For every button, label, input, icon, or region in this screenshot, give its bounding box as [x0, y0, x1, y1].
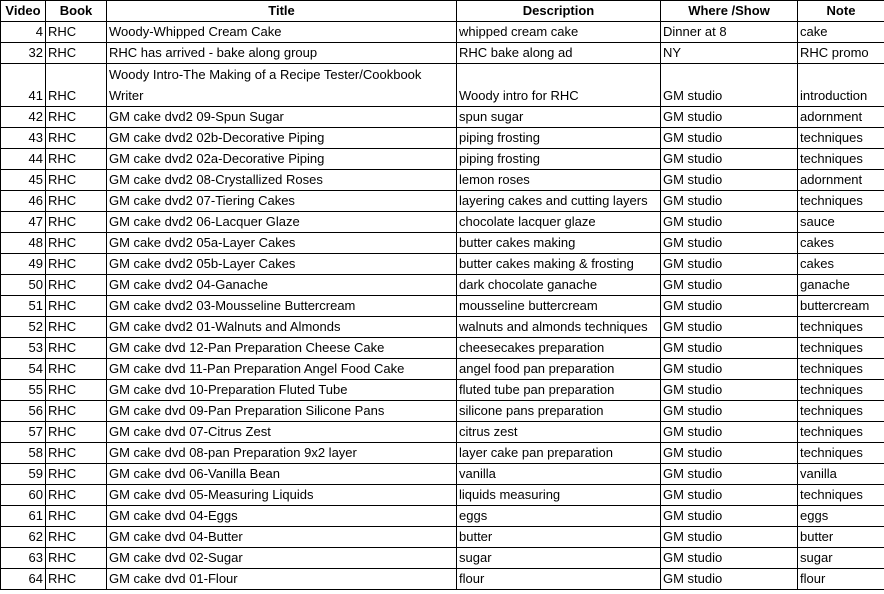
cell-note: cakes — [798, 233, 884, 254]
cell-book: RHC — [46, 485, 107, 506]
cell-note: RHC promo — [798, 43, 884, 64]
cell-note: techniques — [798, 380, 884, 401]
table-row — [1, 275, 884, 296]
table-row — [1, 569, 884, 590]
cell-description: piping frosting — [457, 149, 661, 170]
cell-book: RHC — [46, 338, 107, 359]
cell-description: Woody intro for RHC — [457, 64, 661, 107]
cell-description: eggs — [457, 506, 661, 527]
cell-description: piping frosting — [457, 128, 661, 149]
cell-description: liquids measuring — [457, 485, 661, 506]
cell-where-show: GM studio — [661, 170, 798, 191]
cell-video: 4 — [1, 22, 46, 43]
cell-where-show: GM studio — [661, 548, 798, 569]
cell-where-show: GM studio — [661, 64, 798, 107]
cell-note: butter — [798, 527, 884, 548]
cell-where-show: NY — [661, 43, 798, 64]
table-row — [1, 401, 884, 422]
cell-description: angel food pan preparation — [457, 359, 661, 380]
cell-video: 52 — [1, 317, 46, 338]
cell-note: cakes — [798, 254, 884, 275]
cell-video: 61 — [1, 506, 46, 527]
cell-note: adornment — [798, 170, 884, 191]
cell-title: GM cake dvd 06-Vanilla Bean — [107, 464, 457, 485]
cell-book: RHC — [46, 296, 107, 317]
cell-title: GM cake dvd 01-Flour — [107, 569, 457, 590]
cell-book: RHC — [46, 443, 107, 464]
cell-title: GM cake dvd2 05b-Layer Cakes — [107, 254, 457, 275]
table-row — [1, 107, 884, 128]
cell-video: 55 — [1, 380, 46, 401]
cell-book: RHC — [46, 212, 107, 233]
cell-note: techniques — [798, 128, 884, 149]
cell-title: GM cake dvd 12-Pan Preparation Cheese Cake — [107, 338, 457, 359]
table-row — [1, 43, 884, 64]
cell-note: ganache — [798, 275, 884, 296]
cell-description: mousseline buttercream — [457, 296, 661, 317]
cell-where-show: Dinner at 8 — [661, 22, 798, 43]
cell-title: GM cake dvd 09-Pan Preparation Silicone Pans — [107, 401, 457, 422]
cell-video: 62 — [1, 527, 46, 548]
cell-video: 50 — [1, 275, 46, 296]
cell-video: 57 — [1, 422, 46, 443]
cell-book: RHC — [46, 317, 107, 338]
cell-description: RHC bake along ad — [457, 43, 661, 64]
cell-note: techniques — [798, 317, 884, 338]
cell-description: vanilla — [457, 464, 661, 485]
cell-where-show: GM studio — [661, 485, 798, 506]
cell-title: GM cake dvd 11-Pan Preparation Angel Food Cake — [107, 359, 457, 380]
cell-where-show: GM studio — [661, 107, 798, 128]
cell-description: dark chocolate ganache — [457, 275, 661, 296]
cell-book: RHC — [46, 422, 107, 443]
cell-description: butter — [457, 527, 661, 548]
table-row — [1, 317, 884, 338]
cell-description: whipped cream cake — [457, 22, 661, 43]
cell-note: introduction — [798, 64, 884, 107]
header-note: Note — [798, 1, 884, 22]
table-body — [1, 22, 884, 590]
header-title: Title — [107, 1, 457, 22]
cell-book: RHC — [46, 22, 107, 43]
table-row — [1, 548, 884, 569]
cell-where-show: GM studio — [661, 191, 798, 212]
cell-description: butter cakes making & frosting — [457, 254, 661, 275]
cell-where-show: GM studio — [661, 254, 798, 275]
cell-title: GM cake dvd 02-Sugar — [107, 548, 457, 569]
cell-note: techniques — [798, 485, 884, 506]
cell-where-show: GM studio — [661, 380, 798, 401]
cell-video: 45 — [1, 170, 46, 191]
cell-where-show: GM studio — [661, 506, 798, 527]
cell-video: 48 — [1, 233, 46, 254]
table-row — [1, 212, 884, 233]
cell-title: Woody Intro-The Making of a Recipe Tester/Cookbook Writer — [107, 64, 457, 107]
cell-note: sauce — [798, 212, 884, 233]
table-row — [1, 296, 884, 317]
cell-description: silicone pans preparation — [457, 401, 661, 422]
cell-book: RHC — [46, 170, 107, 191]
table-row — [1, 422, 884, 443]
cell-video: 46 — [1, 191, 46, 212]
table-row — [1, 338, 884, 359]
cell-video: 56 — [1, 401, 46, 422]
cell-note: flour — [798, 569, 884, 590]
cell-video: 47 — [1, 212, 46, 233]
cell-description: walnuts and almonds techniques — [457, 317, 661, 338]
cell-description: cheesecakes preparation — [457, 338, 661, 359]
cell-book: RHC — [46, 548, 107, 569]
cell-video: 63 — [1, 548, 46, 569]
cell-video: 54 — [1, 359, 46, 380]
cell-video: 53 — [1, 338, 46, 359]
cell-where-show: GM studio — [661, 422, 798, 443]
cell-description: chocolate lacquer glaze — [457, 212, 661, 233]
cell-note: techniques — [798, 191, 884, 212]
cell-description: layer cake pan preparation — [457, 443, 661, 464]
cell-video: 60 — [1, 485, 46, 506]
cell-book: RHC — [46, 64, 107, 107]
cell-video: 64 — [1, 569, 46, 590]
cell-title: RHC has arrived - bake along group — [107, 43, 457, 64]
cell-book: RHC — [46, 43, 107, 64]
cell-video: 51 — [1, 296, 46, 317]
cell-title: GM cake dvd 10-Preparation Fluted Tube — [107, 380, 457, 401]
cell-book: RHC — [46, 128, 107, 149]
cell-video: 58 — [1, 443, 46, 464]
cell-title: GM cake dvd 08-pan Preparation 9x2 layer — [107, 443, 457, 464]
cell-video: 41 — [1, 64, 46, 107]
cell-description: fluted tube pan preparation — [457, 380, 661, 401]
cell-where-show: GM studio — [661, 212, 798, 233]
header-book: Book — [46, 1, 107, 22]
cell-title: GM cake dvd 04-Butter — [107, 527, 457, 548]
cell-video: 42 — [1, 107, 46, 128]
cell-book: RHC — [46, 233, 107, 254]
cell-title: GM cake dvd2 02b-Decorative Piping — [107, 128, 457, 149]
table-row — [1, 359, 884, 380]
cell-title: Woody-Whipped Cream Cake — [107, 22, 457, 43]
table-row — [1, 527, 884, 548]
cell-note: techniques — [798, 338, 884, 359]
cell-title: GM cake dvd2 05a-Layer Cakes — [107, 233, 457, 254]
cell-book: RHC — [46, 191, 107, 212]
cell-description: lemon roses — [457, 170, 661, 191]
cell-title: GM cake dvd2 02a-Decorative Piping — [107, 149, 457, 170]
cell-where-show: GM studio — [661, 338, 798, 359]
cell-book: RHC — [46, 401, 107, 422]
cell-title: GM cake dvd2 06-Lacquer Glaze — [107, 212, 457, 233]
cell-book: RHC — [46, 254, 107, 275]
cell-video: 32 — [1, 43, 46, 64]
table-row — [1, 485, 884, 506]
cell-note: techniques — [798, 443, 884, 464]
cell-title: GM cake dvd2 03-Mousseline Buttercream — [107, 296, 457, 317]
header-video: Video — [1, 1, 46, 22]
header-description: Description — [457, 1, 661, 22]
cell-video: 49 — [1, 254, 46, 275]
cell-where-show: GM studio — [661, 317, 798, 338]
cell-title: GM cake dvd2 09-Spun Sugar — [107, 107, 457, 128]
cell-video: 43 — [1, 128, 46, 149]
cell-title: GM cake dvd 05-Measuring Liquids — [107, 485, 457, 506]
cell-note: adornment — [798, 107, 884, 128]
cell-note: techniques — [798, 422, 884, 443]
cell-note: eggs — [798, 506, 884, 527]
cell-book: RHC — [46, 149, 107, 170]
cell-note: buttercream — [798, 296, 884, 317]
table-row — [1, 191, 884, 212]
cell-book: RHC — [46, 527, 107, 548]
cell-where-show: GM studio — [661, 359, 798, 380]
cell-note: sugar — [798, 548, 884, 569]
cell-book: RHC — [46, 464, 107, 485]
cell-book: RHC — [46, 359, 107, 380]
cell-description: butter cakes making — [457, 233, 661, 254]
cell-note: cake — [798, 22, 884, 43]
header-row — [1, 1, 884, 22]
cell-book: RHC — [46, 506, 107, 527]
cell-book: RHC — [46, 569, 107, 590]
cell-title: GM cake dvd 07-Citrus Zest — [107, 422, 457, 443]
table-row — [1, 149, 884, 170]
cell-title: GM cake dvd2 08-Crystallized Roses — [107, 170, 457, 191]
cell-where-show: GM studio — [661, 233, 798, 254]
cell-title: GM cake dvd2 01-Walnuts and Almonds — [107, 317, 457, 338]
cell-where-show: GM studio — [661, 569, 798, 590]
cell-description: citrus zest — [457, 422, 661, 443]
cell-where-show: GM studio — [661, 443, 798, 464]
cell-book: RHC — [46, 275, 107, 296]
cell-title: GM cake dvd 04-Eggs — [107, 506, 457, 527]
cell-where-show: GM studio — [661, 401, 798, 422]
table-row — [1, 506, 884, 527]
cell-where-show: GM studio — [661, 464, 798, 485]
cell-book: RHC — [46, 380, 107, 401]
cell-where-show: GM studio — [661, 275, 798, 296]
cell-description: flour — [457, 569, 661, 590]
cell-title: GM cake dvd2 04-Ganache — [107, 275, 457, 296]
table-row — [1, 64, 884, 107]
table-row — [1, 22, 884, 43]
cell-description: layering cakes and cutting layers — [457, 191, 661, 212]
cell-where-show: GM studio — [661, 128, 798, 149]
cell-description: spun sugar — [457, 107, 661, 128]
cell-note: techniques — [798, 401, 884, 422]
table-row — [1, 443, 884, 464]
cell-where-show: GM studio — [661, 296, 798, 317]
cell-note: techniques — [798, 149, 884, 170]
cell-where-show: GM studio — [661, 527, 798, 548]
cell-description: sugar — [457, 548, 661, 569]
table-row — [1, 170, 884, 191]
cell-video: 59 — [1, 464, 46, 485]
cell-video: 44 — [1, 149, 46, 170]
table-row — [1, 464, 884, 485]
cell-note: vanilla — [798, 464, 884, 485]
table-row — [1, 128, 884, 149]
cell-title: GM cake dvd2 07-Tiering Cakes — [107, 191, 457, 212]
cell-where-show: GM studio — [661, 149, 798, 170]
cell-book: RHC — [46, 107, 107, 128]
cell-note: techniques — [798, 359, 884, 380]
table-row — [1, 233, 884, 254]
table-row — [1, 380, 884, 401]
header-where-show: Where /Show — [661, 1, 798, 22]
table-row — [1, 254, 884, 275]
